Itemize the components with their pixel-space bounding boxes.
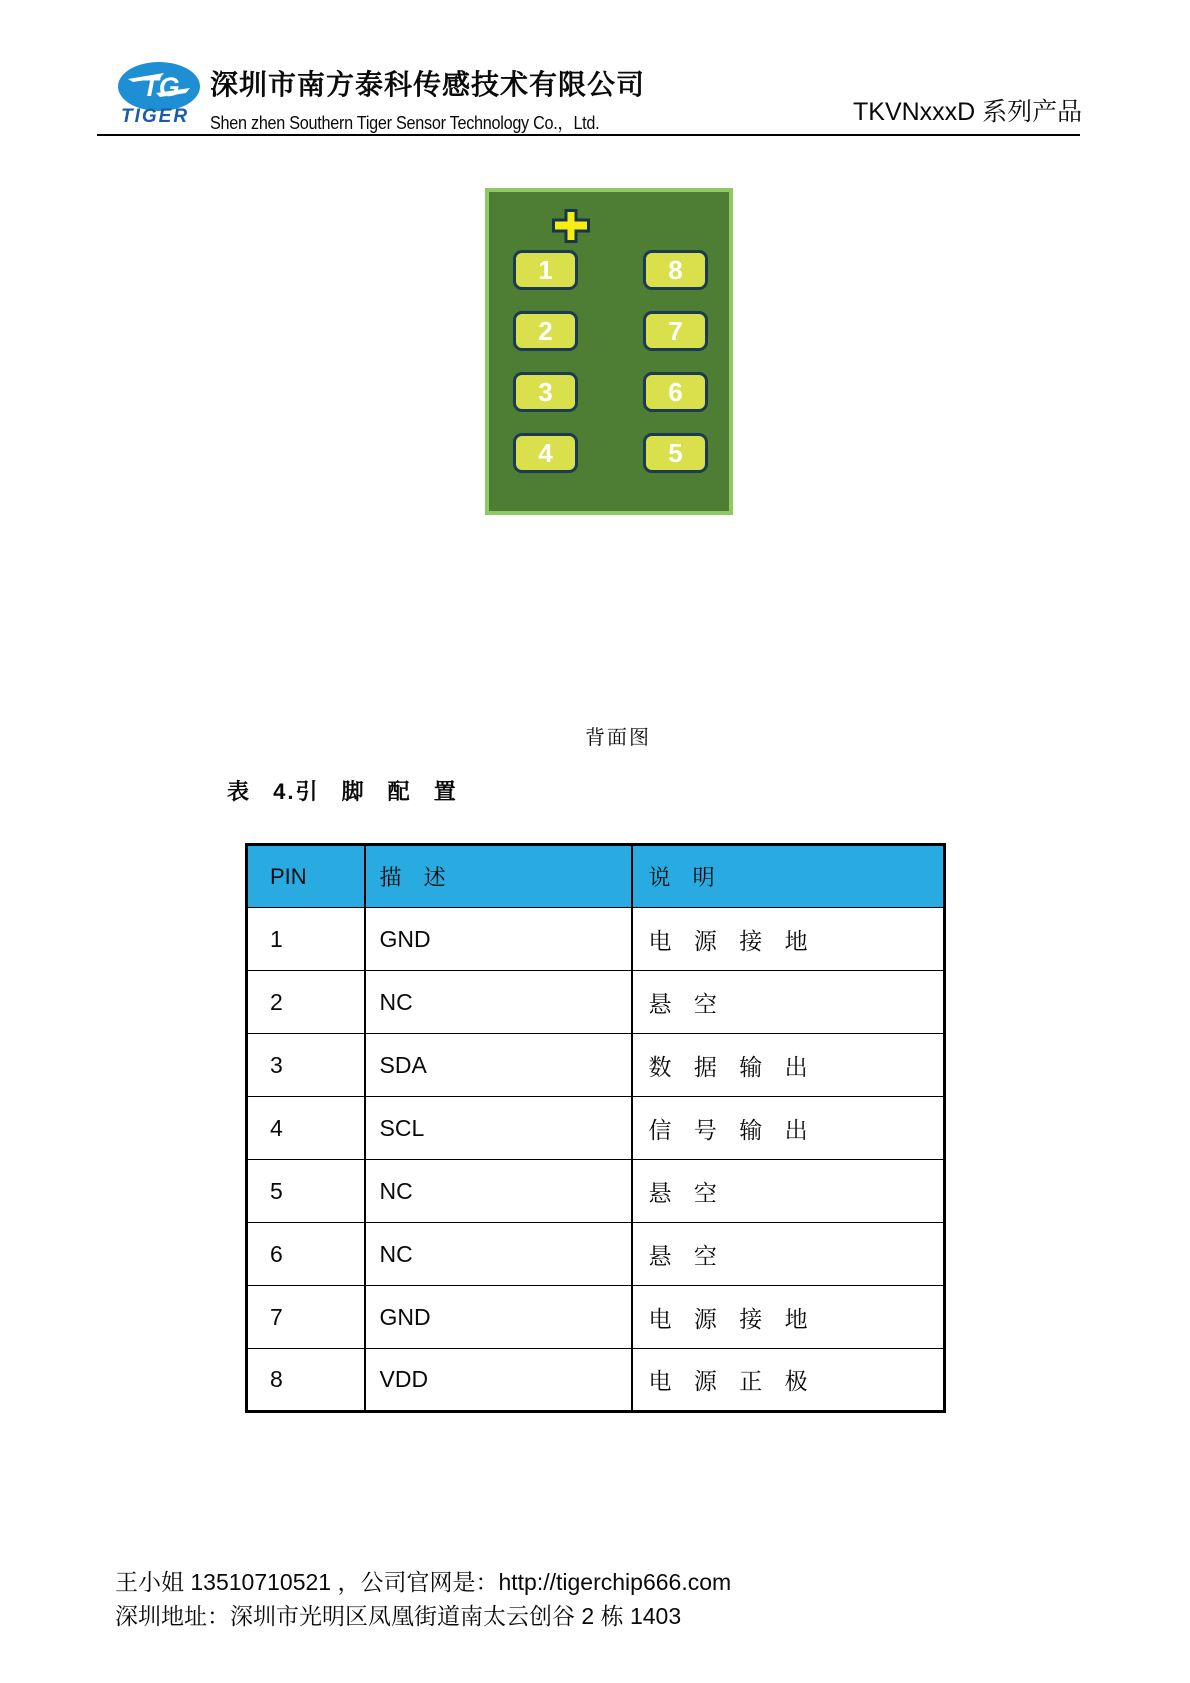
table-row (247, 1160, 945, 1223)
table-row (247, 1286, 945, 1349)
svg-text:TG: TG (142, 72, 180, 102)
footer-contact-line: 王小姐 13510710521 ，公司官网是：http://tigerchip666.com (115, 1569, 732, 1595)
pin-pad-8: 8 (643, 250, 708, 290)
pin-number: 7 (247, 1286, 365, 1349)
column-header-note: 说 明 (632, 845, 945, 908)
company-name-en: Shen zhen Southern Tiger Sensor Technology Co.，Ltd. (210, 113, 600, 133)
pin-note: 悬 空 (632, 1160, 945, 1223)
pin-number: 3 (247, 1034, 365, 1097)
table-row (247, 1097, 945, 1160)
pin-desc: SCL (365, 1097, 632, 1160)
polarity-plus-icon (552, 209, 590, 243)
pin-desc: NC (365, 971, 632, 1034)
column-header-desc: 描 述 (365, 845, 632, 908)
table-row (247, 1349, 945, 1412)
table-row (247, 1034, 945, 1097)
pin-desc: SDA (365, 1034, 632, 1097)
pin-note: 悬 空 (632, 971, 945, 1034)
logo-brand-text: TIGER (121, 106, 190, 127)
pin-note: 信 号 输 出 (632, 1097, 945, 1160)
pin-note: 数 据 输 出 (632, 1034, 945, 1097)
table-row (247, 1223, 945, 1286)
tiger-logo-icon (118, 62, 200, 111)
pin-number: 4 (247, 1097, 365, 1160)
pin-number: 1 (247, 908, 365, 971)
pin-number: 6 (247, 1223, 365, 1286)
company-name-cn: 深圳市南方泰科传感技术有限公司 (210, 69, 646, 100)
pin-pad-7: 7 (643, 311, 708, 351)
pin-number: 2 (247, 971, 365, 1034)
pin-note: 电 源 正 极 (632, 1349, 945, 1412)
pin-configuration-table (245, 843, 946, 1413)
pin-pad-6: 6 (643, 372, 708, 412)
pin-number: 8 (247, 1349, 365, 1412)
pin-desc: VDD (365, 1349, 632, 1412)
pin-number: 5 (247, 1160, 365, 1223)
page-footer (115, 1565, 731, 1633)
pin-desc: GND (365, 908, 632, 971)
pin-desc: NC (365, 1160, 632, 1223)
table-header-row (247, 845, 945, 908)
pin-pad-5: 5 (643, 433, 708, 473)
footer-address-line: 深圳地址：深圳市光明区凤凰街道南太云创谷 2 栋 1403 (115, 1603, 682, 1629)
pcb-back-view-diagram (485, 188, 733, 515)
diagram-caption: 背面图 (585, 727, 651, 749)
header-divider (97, 134, 1080, 136)
pin-note: 悬 空 (632, 1223, 945, 1286)
pin-table-heading: 表 4.引 脚 配 置 (227, 779, 458, 804)
pin-pad-3: 3 (513, 372, 578, 412)
pin-desc: GND (365, 1286, 632, 1349)
product-series-label: TKVNxxxD 系列产品 (853, 98, 1083, 126)
pin-note: 电 源 接 地 (632, 908, 945, 971)
pin-desc: NC (365, 1223, 632, 1286)
table-row (247, 971, 945, 1034)
table-row (247, 908, 945, 971)
pin-pad-1: 1 (513, 250, 578, 290)
pin-note: 电 源 接 地 (632, 1286, 945, 1349)
pin-pad-4: 4 (513, 433, 578, 473)
column-header-pin: PIN (247, 845, 365, 908)
pin-pad-2: 2 (513, 311, 578, 351)
